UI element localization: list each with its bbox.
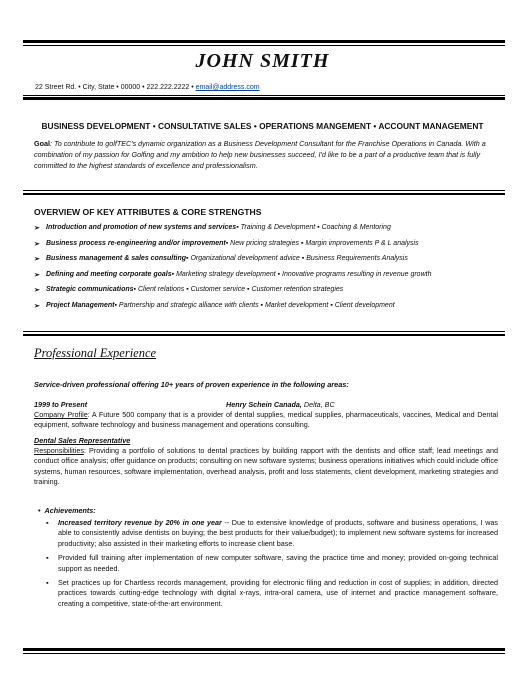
strength-item xyxy=(34,302,504,318)
contact-rule-thin xyxy=(23,95,505,96)
achievement-body: -- Due to extensive knowledge of products, software and business operations, I was able to consistently advise dentists on buying; the best products for their value/budget); to implement new software systems for increased productivity; also assisted in their marketing efforts to increase client base. xyxy=(58,518,498,548)
responsibilities xyxy=(34,446,498,488)
achievement-text xyxy=(58,578,498,609)
strength-rest: ▪ Organizational development advice ▪ Business Requirements Analysis xyxy=(186,255,408,263)
arrow-icon: ➢ xyxy=(34,240,40,248)
resp-text: : Providing a portfolio of solutions to dental practices by building rapport with the dentists and office staff; lead meetings and conduct office analysis; offer guidance on products; consulting on new software systems; business operations initiatives which could include office systems, human resources, software implementation, overhead analysis, profit and loss statements, client development, marketing strategies and training. xyxy=(34,446,498,487)
strength-lead: Business management & sales consulting xyxy=(46,255,187,263)
headline: BUSINESS DEVELOPMENT • CONSULTATIVE SALES • OPERATIONS MANGEMENT • ACCOUNT MANAGEMENT xyxy=(41,121,484,131)
strength-item xyxy=(34,240,504,256)
strengths-title: OVERVIEW OF KEY ATTRIBUTES & CORE STRENGTHS xyxy=(34,207,262,217)
strength-rest: ▪ Client relations ▪ Customer service ▪ Customer retention strategies xyxy=(133,286,344,294)
contact-line xyxy=(35,84,260,91)
goal-statement xyxy=(34,138,496,171)
experience-intro: Service-driven professional offering 10+ years of proven experience in the following areas: xyxy=(34,380,349,389)
profile-text: : A Future 500 company that is a provider of dental supplies, medical supplies, pharmaceuticals, vaccines, Medical and Dental equipment, software technology and business management and operations consulting. xyxy=(34,410,498,430)
strength-item xyxy=(34,286,504,302)
achievement-highlight: Increased territory revenue by 20% in one year xyxy=(58,518,222,527)
strength-lead: Defining and meeting corporate goals xyxy=(46,270,172,278)
experience-title: Professional Experience xyxy=(34,346,157,360)
arrow-icon: ➢ xyxy=(34,302,40,310)
strength-item xyxy=(34,271,504,287)
strength-rest: ▪ Marketing strategy development ▪ Innovative programs resulting in revenue growth xyxy=(171,270,432,278)
achievement-body: Provided full training after implementation of new computer software, saving the practice time and money; provided on-going technical support as needed. xyxy=(58,553,498,573)
job-dates: 1999 to Present xyxy=(34,400,88,409)
bottom-rule-thin xyxy=(23,653,505,654)
contact-rule-thick xyxy=(23,97,505,100)
strength-item xyxy=(34,255,504,271)
strength-item xyxy=(34,224,504,240)
strengths-rule-thick xyxy=(23,334,505,336)
achievements-title xyxy=(38,506,100,515)
company-profile xyxy=(34,410,498,431)
top-rule-thin xyxy=(23,45,505,46)
profile-label: Company Profile xyxy=(34,410,88,419)
square-bullet-icon: ▪ xyxy=(46,553,49,563)
achievement-body: Set practices up for Chartless records management, providing for electronic filing and reduction in cost of supplies; in addition, directed practices towards cutting-edge technology with digital x-rays, intra-oral camera, use of internet and practice management software, creating a competitive, state-of-the-art environment. xyxy=(58,578,498,608)
achievement-text xyxy=(58,518,498,549)
achievements-label: Achievements: xyxy=(44,506,96,515)
arrow-icon: ➢ xyxy=(34,271,40,279)
goal-label: Goal xyxy=(34,139,50,148)
bottom-rule-thick xyxy=(23,648,505,651)
arrow-icon: ➢ xyxy=(34,287,40,295)
goal-rule-thin xyxy=(23,190,505,191)
achievement-item xyxy=(46,578,498,609)
goal-text: : To contribute to golfTEC's dynamic organization as a Business Development Consultant for the Franchise Operations in Canada. With a combination of my passion for Golfing and my ambition to help new businesses succeed, I'd like to be a part of a productive team that is fully committed to the highest standards of excellence and professionalism. xyxy=(34,139,486,170)
strength-rest: ▪ Partnership and strategic alliance with clients ▪ Market development ▪ Client development xyxy=(114,301,395,309)
square-bullet-icon: ▪ xyxy=(46,518,49,527)
contact-details: 22 Street Rd. • City, State • 00000 • 222.222.2222 • xyxy=(35,84,196,91)
job-company xyxy=(226,400,335,409)
top-rule-thick xyxy=(23,40,505,43)
strength-lead: Project Management xyxy=(46,301,115,309)
email-link[interactable]: email@address.com xyxy=(195,84,260,91)
strengths-rule-thin xyxy=(23,331,505,332)
strength-rest: ▪ New pricing strategies ▪ Margin improvements P & L analysis xyxy=(225,239,419,247)
resp-label: Responsibilities xyxy=(34,446,84,455)
role-title: Dental Sales Representative xyxy=(34,436,131,445)
arrow-icon: ➢ xyxy=(34,225,40,232)
strength-lead: Business process re-engineering and/or improvement xyxy=(46,239,226,247)
achievement-item xyxy=(46,553,498,574)
achievements-bullet: • xyxy=(38,506,41,515)
achievement-text xyxy=(58,553,498,574)
square-bullet-icon: ▪ xyxy=(46,578,49,588)
company-name: Henry Schein Canada, xyxy=(226,400,302,409)
strengths-list xyxy=(34,224,504,318)
goal-rule-thick xyxy=(23,193,505,195)
company-location: Delta, BC xyxy=(301,400,335,409)
achievements-list xyxy=(46,518,498,613)
strength-lead: Introduction and promotion of new systems and services xyxy=(46,224,237,231)
strength-lead: Strategic communications xyxy=(46,286,134,294)
candidate-name: JOHN SMITH xyxy=(195,50,330,72)
arrow-icon: ➢ xyxy=(34,256,40,264)
strength-rest: ▪ Training & Development ▪ Coaching & Mentoring xyxy=(236,224,391,231)
achievement-item xyxy=(46,518,498,549)
